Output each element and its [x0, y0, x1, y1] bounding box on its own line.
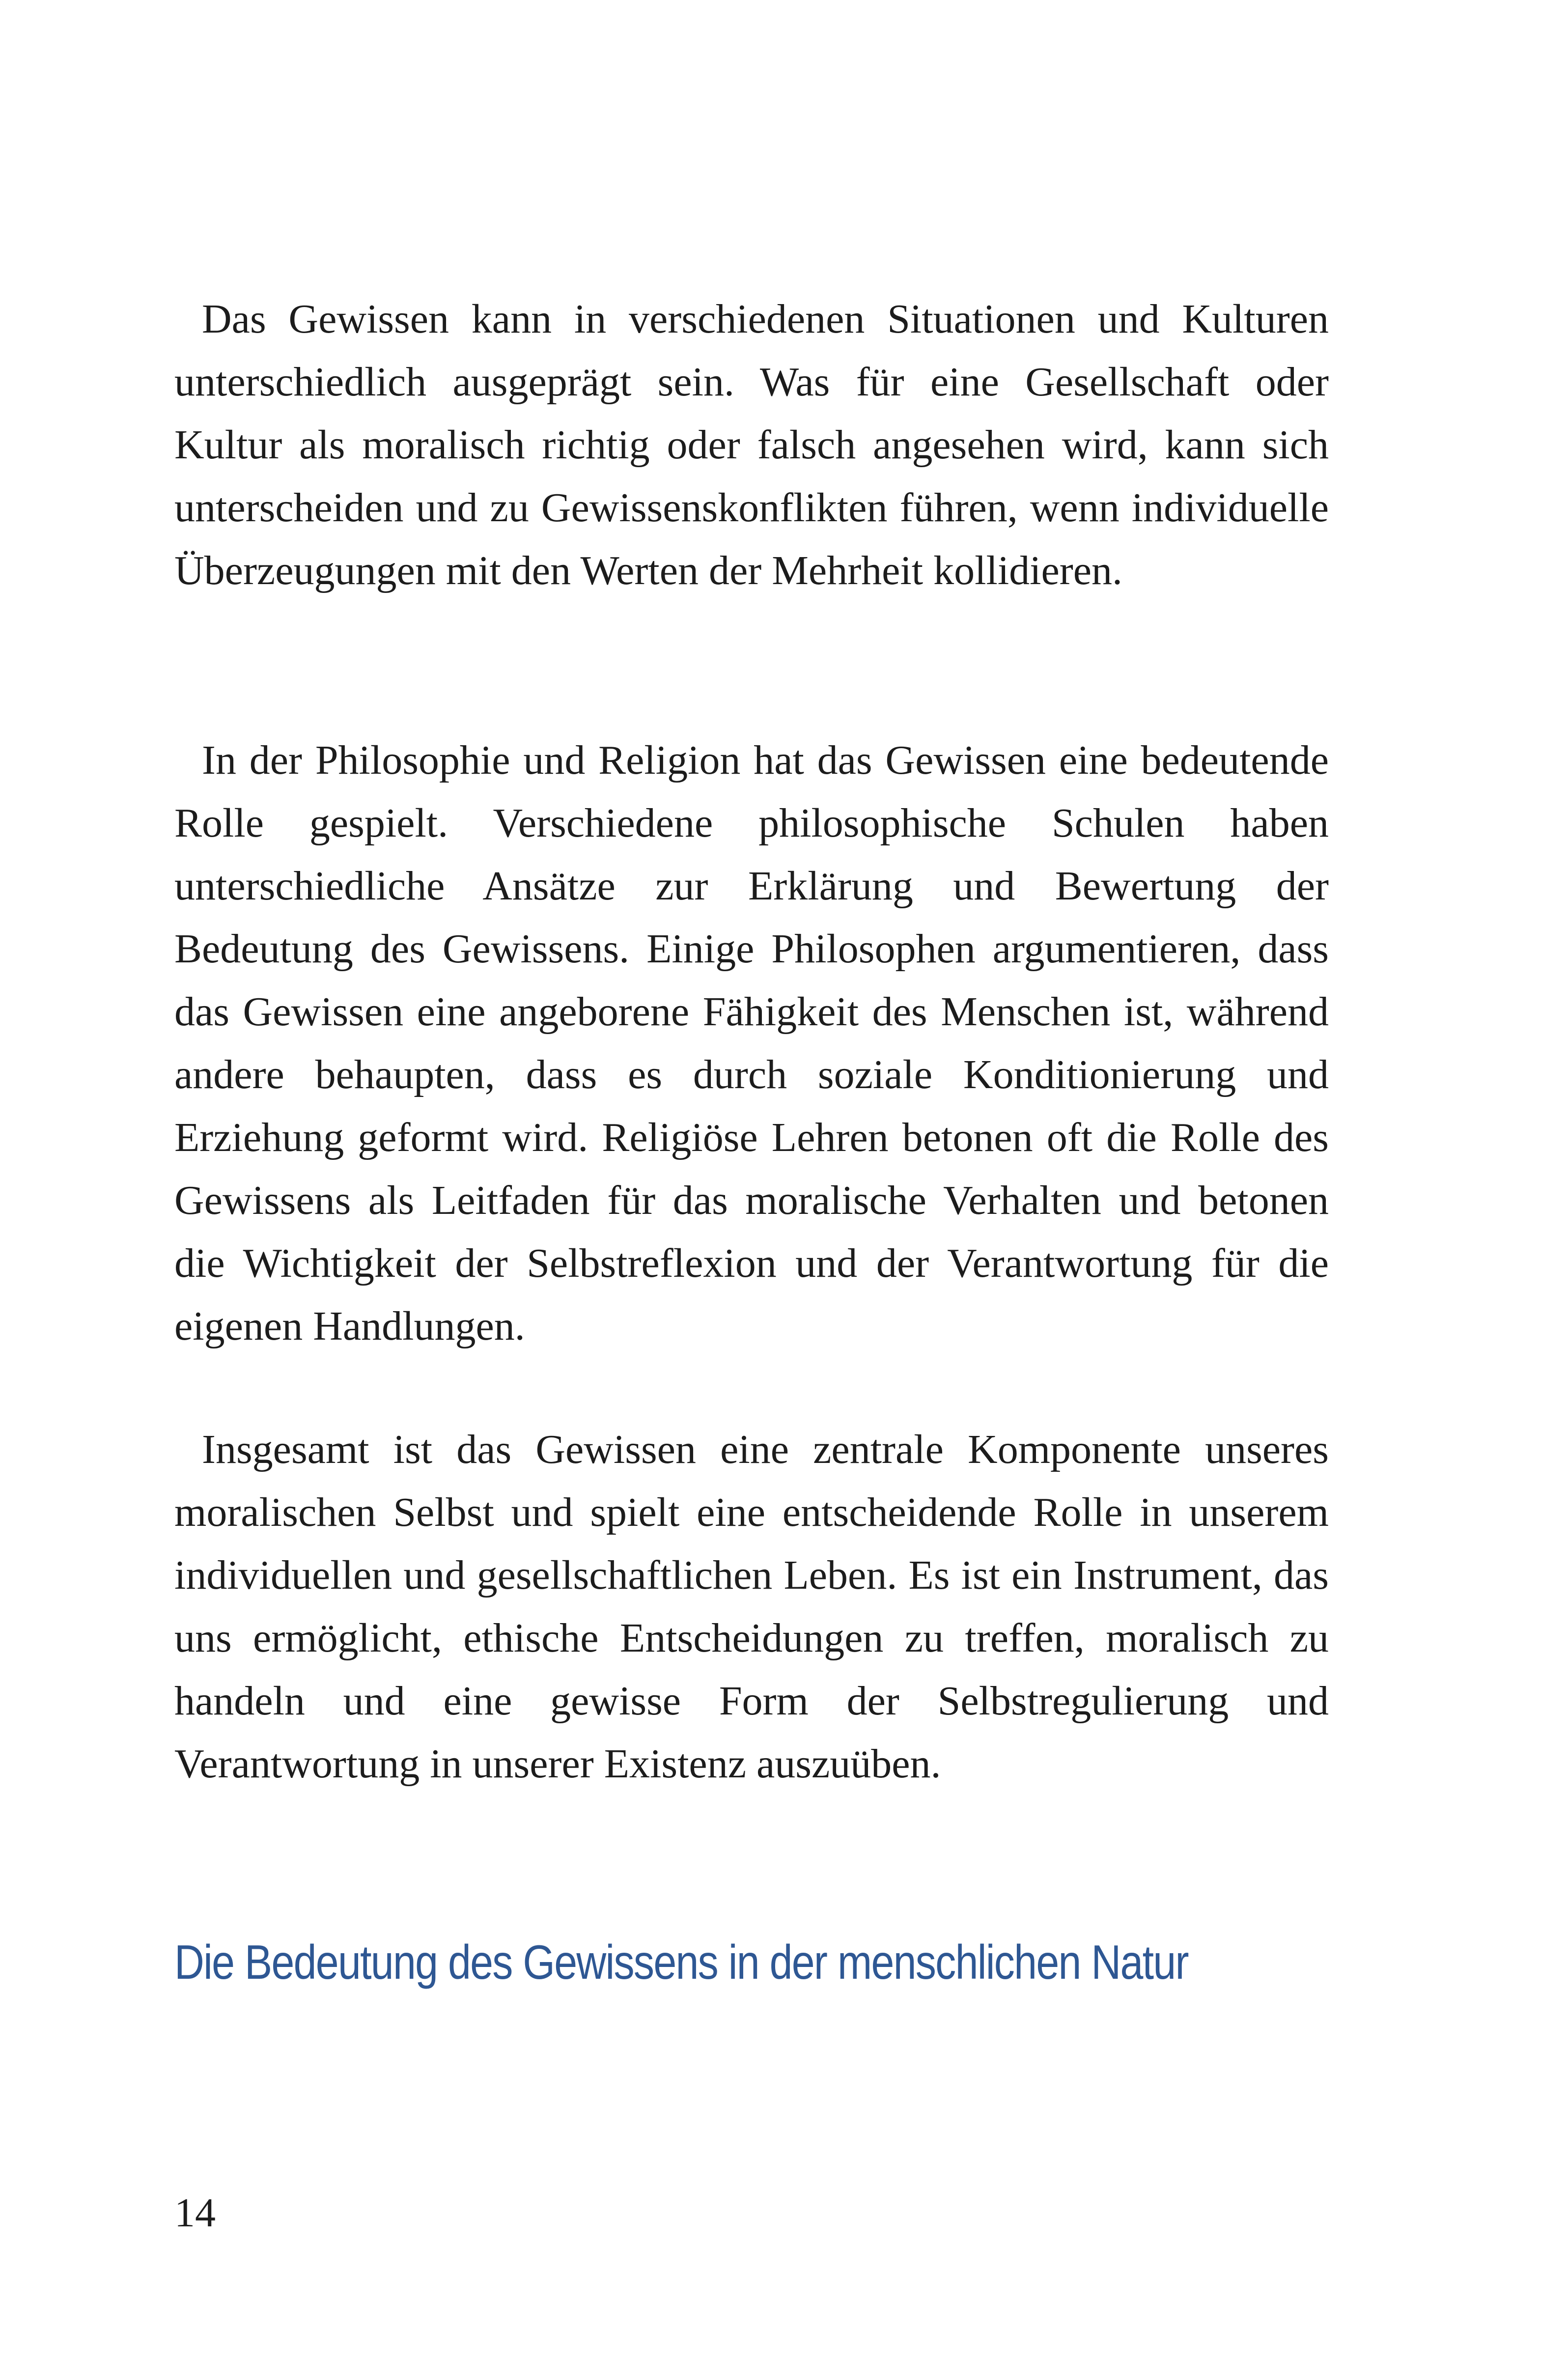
- paragraph-summary: Insgesamt ist das Gewissen eine zentrale Komponente unseres moralischen Selbst und spielt eine entscheidende Rolle in unserem individuellen und gesellschaftlichen Leben. Es ist ein Instrument, das uns ermöglicht, ethische Entscheidungen zu treffen, moralisch zu handeln und eine gewisse Form der Selbstregulierung und Verantwortung in unserer Existenz auszuüben.: [174, 1427, 1329, 1787]
- section-heading: Die Bedeutung des Gewissens in der menschlichen Natur: [174, 1935, 1188, 1989]
- page-number: 14: [174, 2190, 216, 2236]
- paragraph-philosophy-religion: In der Philosophie und Religion hat das Gewissen eine bedeutende Rolle gespielt. Verschiedene philosophische Schulen haben unterschiedliche Ansätze zur Erklärung und Bewertung der Bedeutung des Gewissens. Einige Philosophen argumentieren, dass das Gewissen eine angeborene Fähigkeit des Menschen ist, während andere behaupten, dass es durch soziale Konditionierung und Erziehung geformt wird. Religiöse Lehren betonen oft die Rolle des Gewissens als Leitfaden für das moralische Verhalten und betonen die Wichtigkeit der Selbstreflexion und der Verantwortung für die eigenen Handlungen.: [174, 737, 1329, 1349]
- paragraph-cultural-differences: Das Gewissen kann in verschiedenen Situationen und Kulturen unterschiedlich ausgeprägt sein. Was für eine Gesellschaft oder Kultur als moralisch richtig oder falsch angesehen wird, kann sich unterscheiden und zu Gewissenskonflikten führen, wenn individuelle Überzeugungen mit den Werten der Mehrheit kollidieren.: [174, 296, 1329, 593]
